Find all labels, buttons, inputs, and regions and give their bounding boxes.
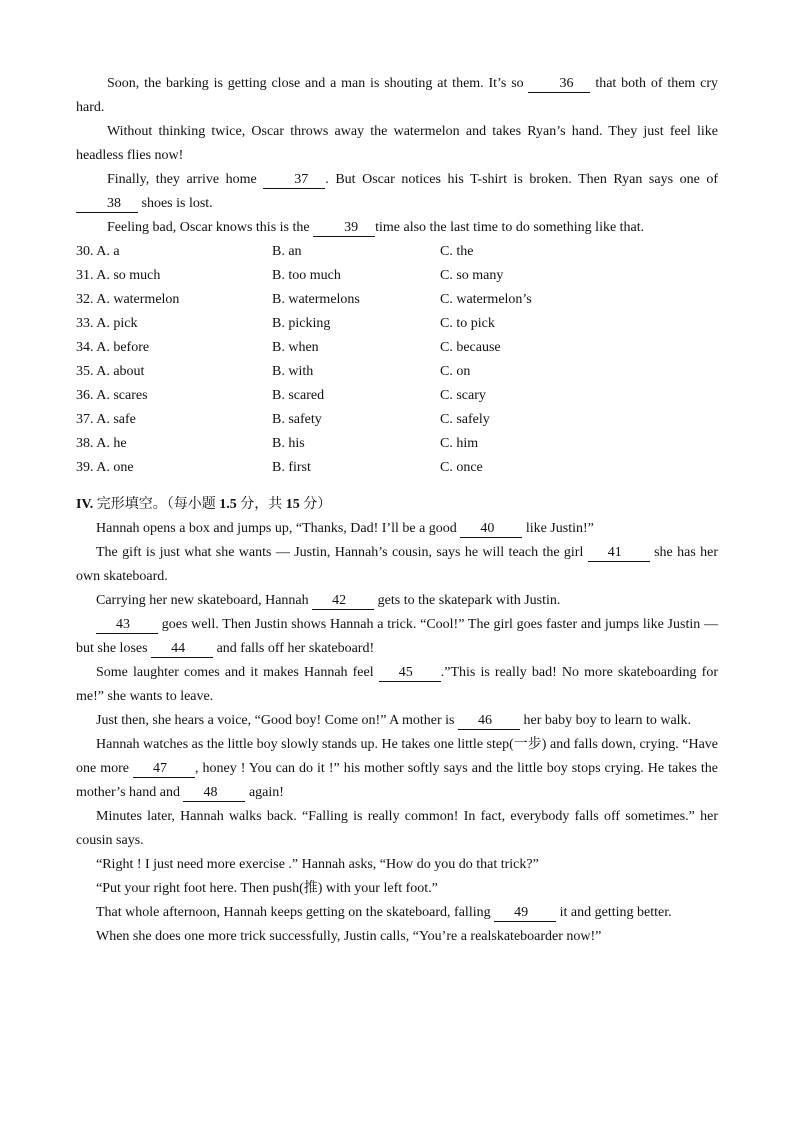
option-c[interactable]: C. safely [440, 412, 490, 427]
passage-a-paragraph-2: Without thinking twice, Oscar throws away the watermelon and takes Ryan’s hand. They just feel like headless flies now! [76, 124, 718, 163]
answer-blank-42[interactable]: 42 [312, 592, 374, 610]
option-c[interactable]: C. him [440, 436, 479, 451]
option-b[interactable]: B. scared [272, 388, 325, 403]
paragraph-text: and falls off her skateboard! [216, 641, 375, 656]
option-c[interactable]: C. on [440, 364, 471, 379]
option-a[interactable]: 39. A. one [76, 460, 134, 475]
paragraph-text: Hannah watches as the little boy slowly stands up. He takes one little step(一步) and falls down, crying. “Have one more [76, 737, 718, 776]
option-a[interactable]: 37. A. safe [76, 412, 136, 427]
paragraph-text: shoes is lost. [141, 196, 213, 211]
passage-b-paragraph-8: Minutes later, Hannah walks back. “Falling is really common! In fact, everybody falls off sometimes.” her cousin says. [76, 809, 718, 848]
option-row-33 [76, 312, 718, 336]
option-row-34 [76, 336, 718, 360]
option-a[interactable]: 32. A. watermelon [76, 292, 180, 307]
paragraph-text: her baby boy to learn to walk. [523, 713, 692, 728]
option-row-32 [76, 288, 718, 312]
paragraph-text: Hannah opens a box and jumps up, “Thanks, Dad! I’ll be a good [96, 521, 457, 536]
score-total: 15 [285, 497, 300, 512]
option-c[interactable]: C. to pick [440, 316, 495, 331]
option-b[interactable]: B. too much [272, 268, 341, 283]
answer-blank-38[interactable]: 38 [76, 195, 138, 213]
option-c[interactable]: C. watermelon’s [440, 292, 532, 307]
option-row-35 [76, 360, 718, 384]
option-c[interactable]: C. the [440, 244, 474, 259]
paragraph-text: Some laughter comes and it makes Hannah feel [96, 665, 374, 680]
paragraph-text: it and getting better. [559, 905, 672, 920]
paragraph-text: time also the last time to do something like that. [375, 220, 645, 235]
answer-blank-41[interactable]: 41 [588, 544, 650, 562]
option-row-31 [76, 264, 718, 288]
paragraph-text: . But Oscar notices his T-shirt is broken. Then Ryan says one of [325, 172, 718, 187]
option-b[interactable]: B. his [272, 436, 305, 451]
option-b[interactable]: B. with [272, 364, 314, 379]
paragraph-text: she has her own skateboard. [76, 545, 719, 584]
answer-blank-40[interactable]: 40 [460, 520, 522, 538]
answer-blank-48[interactable]: 48 [183, 784, 245, 802]
passage-b-paragraph-12: When she does one more trick successfully, Justin calls, “You’re a realskateboarder now!” [96, 929, 602, 944]
section-number: IV. [76, 497, 94, 512]
paragraph-text: like Justin!” [525, 521, 594, 536]
paragraph-text: again! [248, 785, 284, 800]
answer-blank-36[interactable]: 36 [528, 75, 590, 93]
option-c[interactable]: C. so many [440, 268, 504, 283]
score-per-item: 1.5 [219, 497, 237, 512]
passage-b-paragraph-6 [76, 709, 718, 733]
passage-b-paragraph-2 [76, 541, 718, 589]
passage-a-paragraph-4 [76, 216, 718, 240]
answer-blank-43[interactable]: 43 [96, 616, 158, 634]
answer-blank-39[interactable]: 39 [313, 219, 375, 237]
answer-blank-46[interactable]: 46 [458, 712, 520, 730]
passage-b-paragraph-7 [76, 733, 718, 805]
passage-b-paragraph-3 [76, 589, 718, 613]
option-a[interactable]: 30. A. a [76, 244, 120, 259]
option-a[interactable]: 35. A. about [76, 364, 145, 379]
option-c[interactable]: C. once [440, 460, 483, 475]
paragraph-text: .”This is really bad! No more skateboarding for me!” she wants to leave. [76, 665, 718, 704]
option-c[interactable]: C. because [440, 340, 501, 355]
option-b[interactable]: B. watermelons [272, 292, 360, 307]
passage-b-paragraph-1 [76, 517, 718, 541]
paragraph-text: The gift is just what she wants — Justin, Hannah’s cousin, says he will teach the girl [96, 545, 584, 560]
answer-blank-45[interactable]: 45 [379, 664, 441, 682]
option-b[interactable]: B. when [272, 340, 319, 355]
paragraph-text: Just then, she hears a voice, “Good boy! Come on!” A mother is [96, 713, 455, 728]
option-row-38 [76, 432, 718, 456]
paragraph-text: Feeling bad, Oscar knows this is the [107, 220, 310, 235]
option-row-37 [76, 408, 718, 432]
section-title: 分，共 [236, 497, 286, 512]
section-heading [76, 493, 718, 517]
paragraph-text: Soon, the barking is getting close and a man is shouting at them. It’s so [107, 76, 524, 91]
paragraph-text: that both of them cry hard. [76, 76, 719, 115]
paragraph-text: That whole afternoon, Hannah keeps getting on the skateboard, falling [96, 905, 491, 920]
option-row-39 [76, 456, 718, 480]
option-a[interactable]: 36. A. scares [76, 388, 148, 403]
option-a[interactable]: 38. A. he [76, 436, 127, 451]
passage-b-paragraph-4 [76, 613, 718, 661]
option-a[interactable]: 33. A. pick [76, 316, 138, 331]
paragraph-text: gets to the skatepark with Justin. [377, 593, 561, 608]
option-a[interactable]: 34. A. before [76, 340, 150, 355]
passage-a-paragraph-3 [76, 168, 718, 216]
option-b[interactable]: B. first [272, 460, 311, 475]
section-title: 完形填空。（每小题 [93, 497, 220, 512]
section-title: 分） [299, 497, 332, 512]
answer-blank-47[interactable]: 47 [133, 760, 195, 778]
passage-a-paragraph-1 [76, 72, 718, 120]
option-a[interactable]: 31. A. so much [76, 268, 161, 283]
passage-b-paragraph-9: “Right ! I just need more exercise .” Hannah asks, “How do you do that trick?” [96, 857, 539, 872]
passage-b-paragraph-5 [76, 661, 718, 709]
passage-b-paragraph-10: “Put your right foot here. Then push(推) with your left foot.” [96, 881, 438, 896]
paragraph-text: Finally, they arrive home [107, 172, 257, 187]
paragraph-text: Carrying her new skateboard, Hannah [96, 593, 309, 608]
passage-b-paragraph-11 [76, 901, 718, 925]
option-row-36 [76, 384, 718, 408]
answer-blank-37[interactable]: 37 [263, 171, 325, 189]
option-row-30 [76, 240, 718, 264]
option-b[interactable]: B. safety [272, 412, 322, 427]
page-content [76, 72, 718, 949]
answer-blank-49[interactable]: 49 [494, 904, 556, 922]
options-list [76, 240, 718, 480]
option-c[interactable]: C. scary [440, 388, 486, 403]
paragraph-text: , honey ! You can do it !” his mother softly says and the little boy stops crying. He takes the mother’s hand and [76, 761, 719, 800]
option-b[interactable]: B. picking [272, 316, 331, 331]
option-b[interactable]: B. an [272, 244, 302, 259]
answer-blank-44[interactable]: 44 [151, 640, 213, 658]
paragraph-text: goes well. Then Justin shows Hannah a trick. “Cool!” The girl goes faster and jumps like Justin —but she loses [76, 617, 718, 656]
